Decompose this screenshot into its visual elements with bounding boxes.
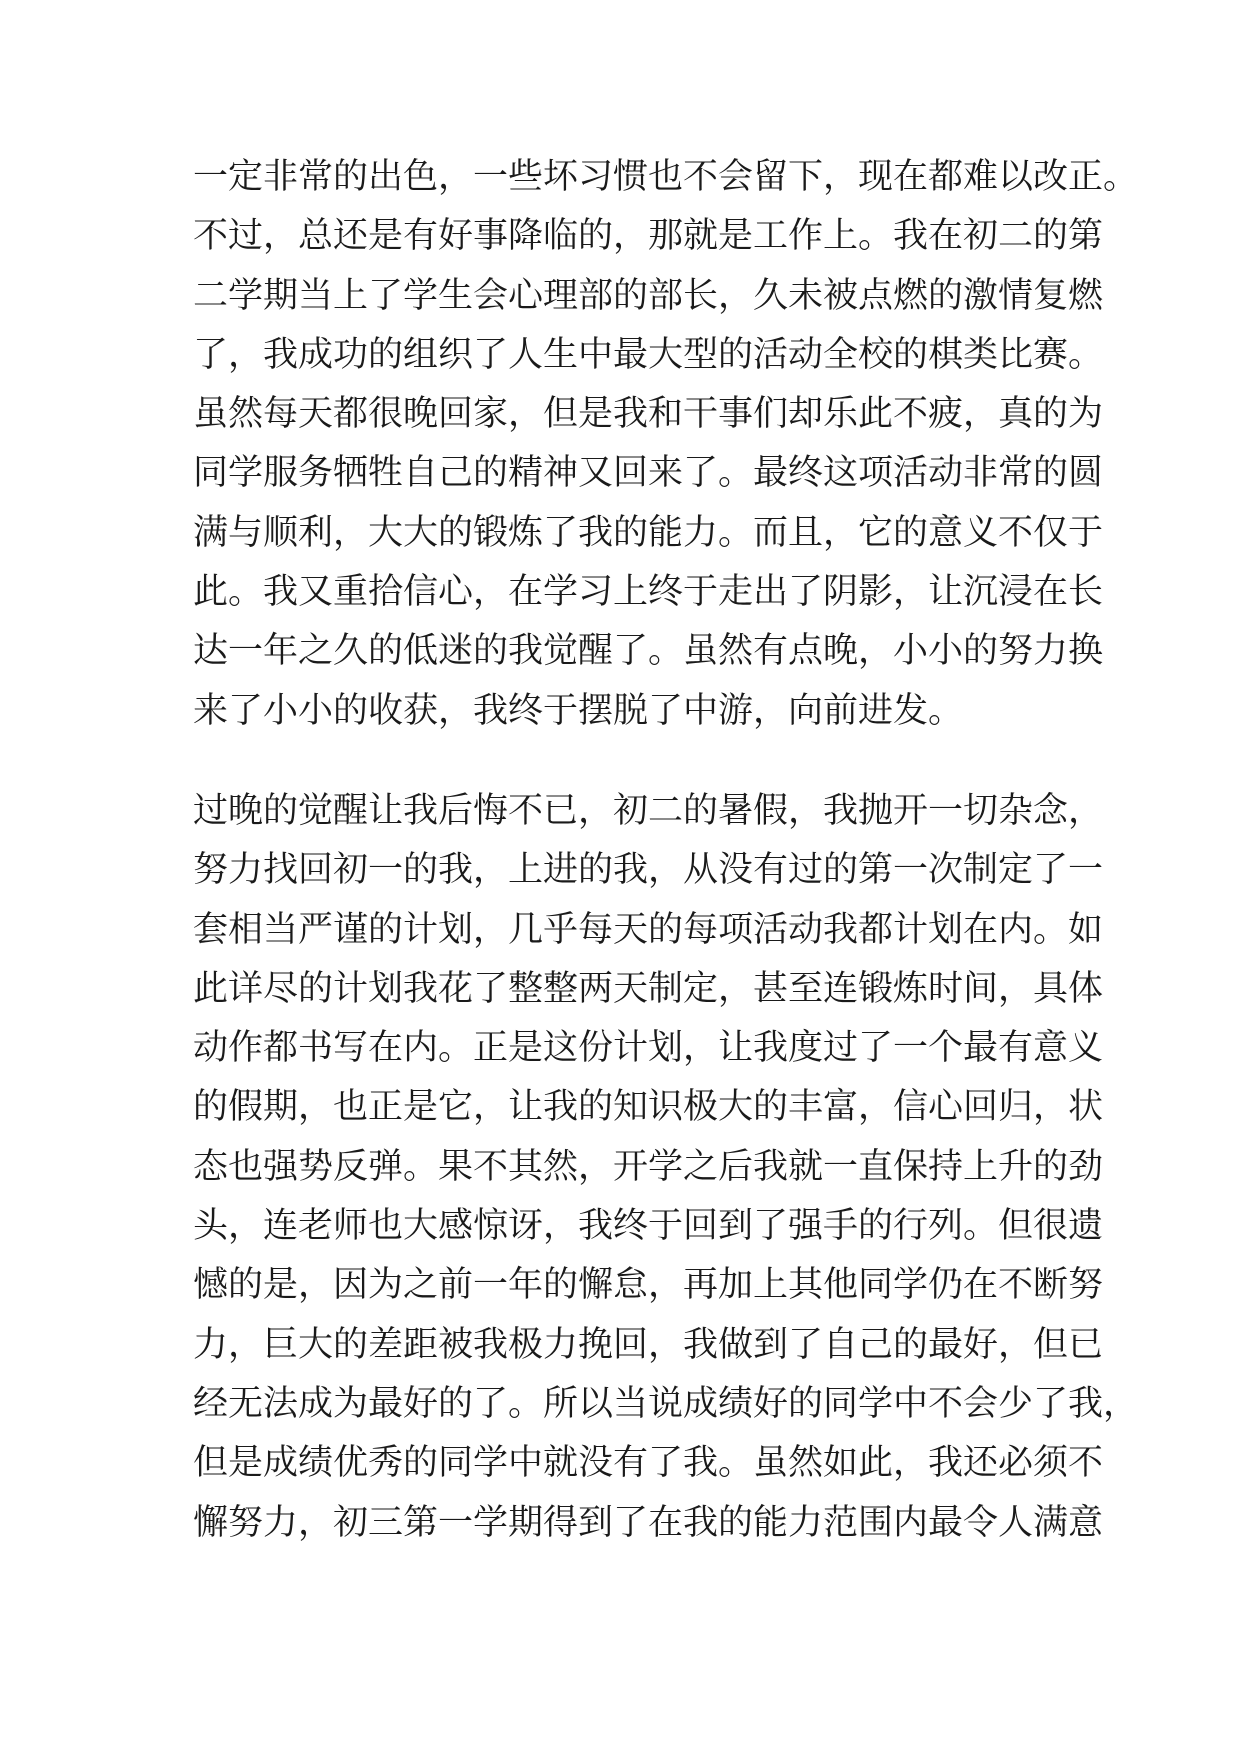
paragraph-line: 懈努力，初三第一学期得到了在我的能力范围内最令人满意 xyxy=(193,1502,1104,1543)
paragraph-line: 套相当严谨的计划，几乎每天的每项活动我都计划在内。如 xyxy=(193,909,1104,950)
paragraph-line: 二学期当上了学生会心理部的部长，久未被点燃的激情复燃 xyxy=(193,275,1104,316)
paragraph-2 xyxy=(193,782,1139,1553)
paragraph-line: 憾的是，因为之前一年的懈怠，再加上其他同学仍在不断努 xyxy=(193,1265,1104,1306)
paragraph-line: 但是成绩优秀的同学中就没有了我。虽然如此，我还必须不 xyxy=(193,1443,1104,1484)
paragraph-line: 过晚的觉醒让我后悔不已，初二的暑假，我抛开一切杂念， xyxy=(193,791,1104,831)
paragraph-line: 头，连老师也大感惊讶，我终于回到了强手的行列。但很遗 xyxy=(193,1206,1104,1247)
paragraph-line: 一定非常的出色，一些坏习惯也不会留下，现在都难以改正。 xyxy=(193,157,1139,197)
paragraph-line: 虽然每天都很晚回家，但是我和干事们却乐此不疲，真的为 xyxy=(193,394,1104,435)
paragraph-line: 同学服务牺牲自己的精神又回来了。最终这项活动非常的圆 xyxy=(193,453,1104,494)
paragraph-line: 了，我成功的组织了人生中最大型的活动全校的棋类比赛。 xyxy=(193,334,1104,375)
paragraph-line: 此。我又重拾信心，在学习上终于走出了阴影，让沉浸在长 xyxy=(193,572,1104,613)
paragraph-line: 力，巨大的差距被我极力挽回，我做到了自己的最好，但已 xyxy=(193,1324,1104,1365)
paragraph-line: 此详尽的计划我花了整整两天制定，甚至连锻炼时间，具体 xyxy=(193,968,1104,1009)
paragraph-line: 态也强势反弹。果不其然，开学之后我就一直保持上升的劲 xyxy=(193,1146,1104,1187)
paragraph-line: 动作都书写在内。正是这份计划，让我度过了一个最有意义 xyxy=(193,1028,1104,1069)
paragraph-line: 努力找回初一的我，上进的我，从没有过的第一次制定了一 xyxy=(193,850,1104,891)
paragraph-line: 达一年之久的低迷的我觉醒了。虽然有点晚，小小的努力换 xyxy=(193,631,1104,672)
paragraph-line: 不过，总还是有好事降临的，那就是工作上。我在初二的第 xyxy=(193,216,1104,257)
paragraph-line: 的假期，也正是它，让我的知识极大的丰富，信心回归，状 xyxy=(193,1087,1104,1128)
paragraph-line: 满与顺利，大大的锻炼了我的能力。而且，它的意义不仅于 xyxy=(193,512,1104,553)
paragraph-line: 来了小小的收获，我终于摆脱了中游，向前进发。 xyxy=(193,690,964,731)
paragraph-line: 经无法成为最好的了。所以当说成绩好的同学中不会少了我， xyxy=(193,1383,1139,1424)
paragraph-1 xyxy=(193,148,1139,741)
